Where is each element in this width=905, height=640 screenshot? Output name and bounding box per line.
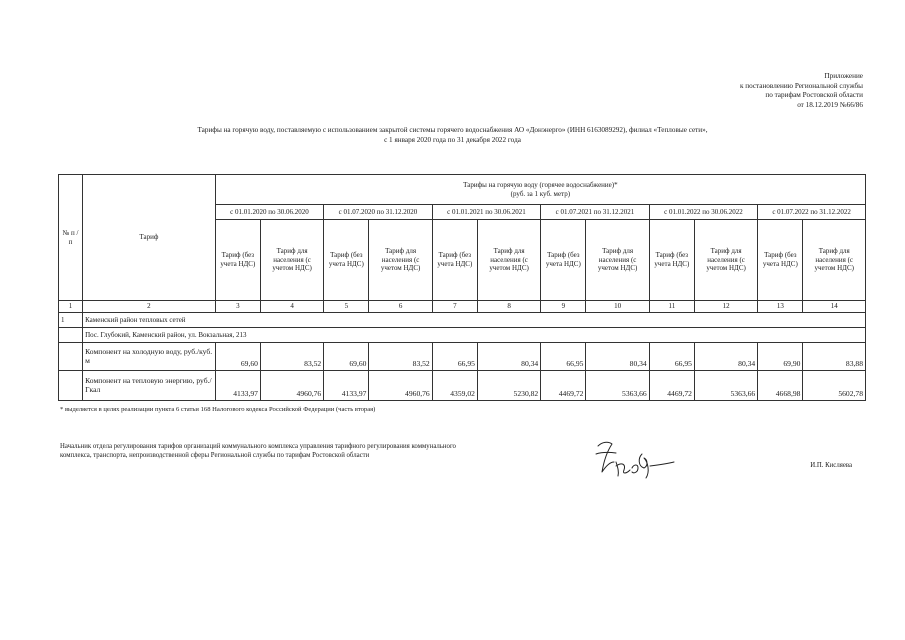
appendix-line: по тарифам Ростовской области <box>765 91 863 100</box>
value-cell: 83,52 <box>260 343 323 371</box>
column-header: Тариф (без учета НДС) <box>541 220 586 301</box>
column-number: 5 <box>324 301 369 313</box>
column-header: Тариф (без учета НДС) <box>649 220 694 301</box>
value-cell: 80,34 <box>477 343 540 371</box>
value-cell: 4668,98 <box>758 371 803 401</box>
value-cell: 4133,97 <box>324 371 369 401</box>
header-group <box>215 175 865 205</box>
column-number: 7 <box>432 301 477 313</box>
value-cell: 4960,76 <box>369 371 432 401</box>
value-cell: 80,34 <box>586 343 649 371</box>
address-cell: Пос. Глубокий, Каменский район, ул. Вокзальная, 213 <box>83 328 866 343</box>
column-header: Тариф для населения (с учетом НДС) <box>260 220 323 301</box>
value-cell: 4469,72 <box>541 371 586 401</box>
column-header: Тариф для населения (с учетом НДС) <box>369 220 432 301</box>
table-row <box>59 343 866 371</box>
tariff-table <box>58 174 866 401</box>
value-cell: 69,60 <box>215 343 260 371</box>
header-group-line: (руб. за 1 куб. метр) <box>510 189 571 198</box>
period-header: с 01.07.2022 по 31.12.2022 <box>758 205 866 220</box>
value-cell: 4469,72 <box>649 371 694 401</box>
period-header: с 01.01.2022 по 30.06.2022 <box>649 205 758 220</box>
section-name: Каменский район тепловых сетей <box>83 313 866 328</box>
value-cell: 69,90 <box>758 343 803 371</box>
value-cell: 5230,82 <box>477 371 540 401</box>
address-row <box>59 328 866 343</box>
value-cell: 5602,78 <box>803 371 866 401</box>
value-cell: 66,95 <box>649 343 694 371</box>
empty-cell <box>59 328 83 343</box>
footnote: * выделяется в целях реализации пункта 6 статьи 168 Налогового кодекса Российской Федерации (часть вторая) <box>60 406 376 413</box>
value-cell: 66,95 <box>432 343 477 371</box>
period-header: с 01.01.2021 по 30.06.2021 <box>432 205 541 220</box>
value-cell: 66,95 <box>541 343 586 371</box>
period-header: с 01.07.2021 по 31.12.2021 <box>541 205 650 220</box>
column-number: 9 <box>541 301 586 313</box>
signer-position-line: комплекса, транспорта, непроизводственной сферы Региональной службы по тарифам Ростовской области <box>60 452 370 460</box>
column-number: 2 <box>83 301 216 313</box>
column-header: Тариф для населения (с учетом НДС) <box>694 220 757 301</box>
value-cell: 80,34 <box>694 343 757 371</box>
period-header: с 01.07.2020 по 31.12.2020 <box>324 205 433 220</box>
column-number: 14 <box>803 301 866 313</box>
appendix-line: от 18.12.2019 №66/86 <box>797 100 863 109</box>
empty-cell <box>59 371 83 401</box>
signer-name: И.П. Кисляева <box>810 462 852 469</box>
empty-cell <box>59 343 83 371</box>
handwritten-signature <box>588 432 678 480</box>
column-number: 3 <box>215 301 260 313</box>
column-header: Тариф (без учета НДС) <box>758 220 803 301</box>
column-header: Тариф (без учета НДС) <box>215 220 260 301</box>
value-cell: 5363,66 <box>586 371 649 401</box>
signer-position-line: Начальник отдела регулирования тарифов организаций коммунального комплекса управления тарифного регулирования коммунального <box>60 443 456 450</box>
column-number: 13 <box>758 301 803 313</box>
column-number: 4 <box>260 301 323 313</box>
column-header: Тариф (без учета НДС) <box>432 220 477 301</box>
column-number: 6 <box>369 301 432 313</box>
header-number: № п /п <box>59 175 83 301</box>
column-header: Тариф для населения (с учетом НДС) <box>477 220 540 301</box>
title-line: с 1 января 2020 года по 31 декабря 2022 года <box>384 135 521 144</box>
column-number: 10 <box>586 301 649 313</box>
section-number: 1 <box>59 313 83 328</box>
period-header: с 01.01.2020 по 30.06.2020 <box>215 205 324 220</box>
row-name: Компонент на тепловую энергию, руб./Гкал <box>83 371 216 401</box>
header-group-line: Тарифы на горячую воду (горячее водоснабжение)* <box>463 180 618 189</box>
column-number: 12 <box>694 301 757 313</box>
appendix-line: к постановлению Региональной службы <box>739 81 863 90</box>
appendix-header <box>603 72 863 110</box>
value-cell: 4133,97 <box>215 371 260 401</box>
document-title <box>90 126 815 145</box>
column-header: Тариф для населения (с учетом НДС) <box>586 220 649 301</box>
column-number: 8 <box>477 301 540 313</box>
value-cell: 4960,76 <box>260 371 323 401</box>
value-cell: 83,88 <box>803 343 866 371</box>
column-header: Тариф (без учета НДС) <box>324 220 369 301</box>
column-number: 11 <box>649 301 694 313</box>
column-number: 1 <box>59 301 83 313</box>
value-cell: 5363,66 <box>694 371 757 401</box>
signer-position <box>60 442 560 461</box>
value-cell: 69,60 <box>324 343 369 371</box>
title-line: Тарифы на горячую воду, поставляемую с использованием закрытой системы горячего водоснабжения АО «Донэнерго» (ИНН 6163089292), филиал «Тепловые сети», <box>197 126 708 134</box>
value-cell: 4359,02 <box>432 371 477 401</box>
row-name: Компонент на холодную воду, руб./куб. м <box>83 343 216 371</box>
header-tariff: Тариф <box>83 175 216 301</box>
column-header: Тариф для населения (с учетом НДС) <box>803 220 866 301</box>
value-cell: 83,52 <box>369 343 432 371</box>
table-row <box>59 371 866 401</box>
section-row <box>59 313 866 328</box>
appendix-line: Приложение <box>824 72 863 80</box>
